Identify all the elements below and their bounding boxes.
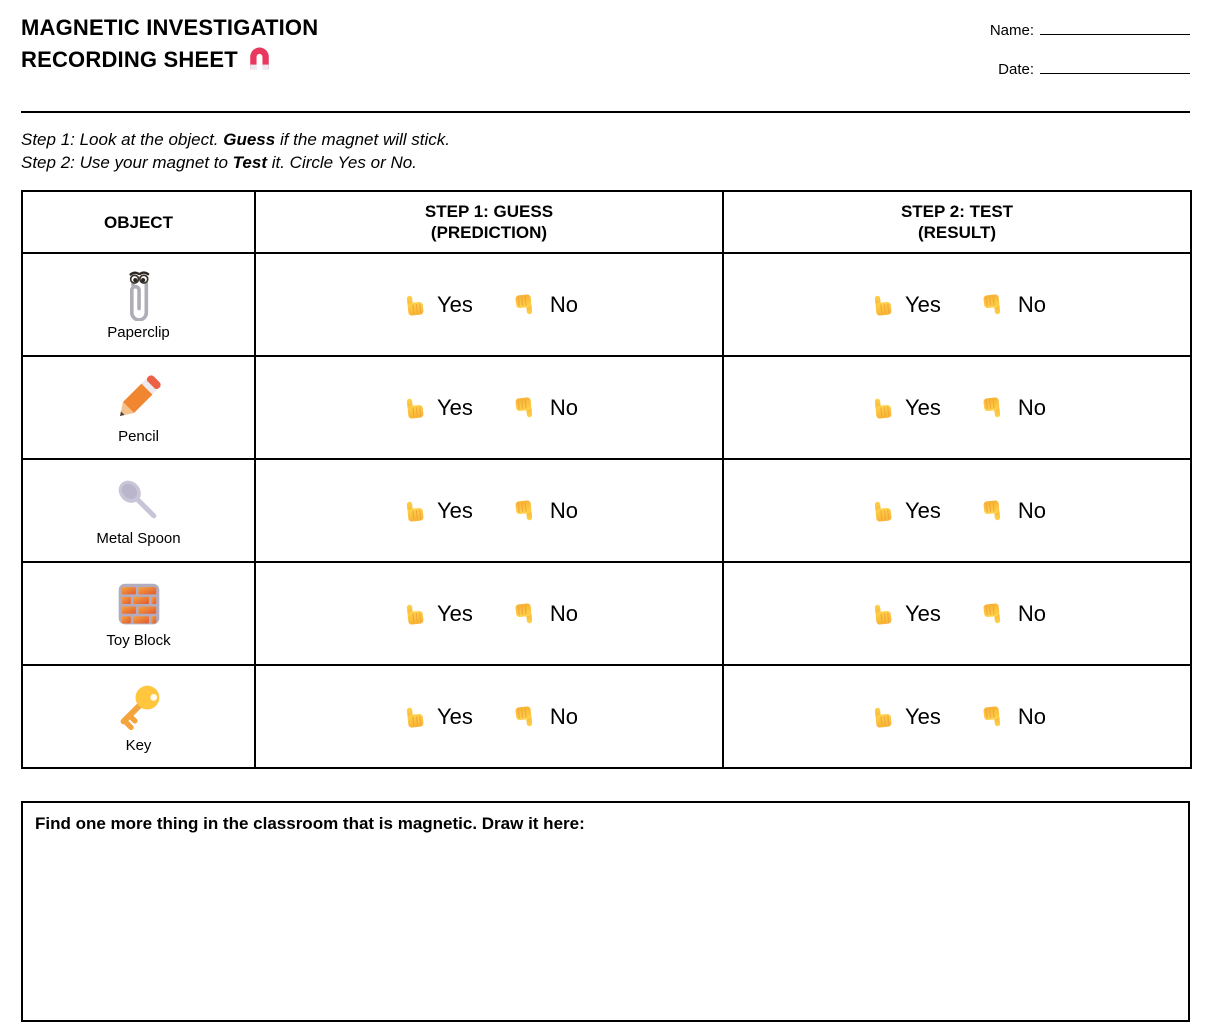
draw-box	[21, 801, 1190, 1022]
draw-box-prompt: Find one more thing in the classroom that is magnetic. Draw it here:	[35, 814, 585, 833]
table-header-row	[22, 191, 1191, 253]
object-label: Metal Spoon	[96, 530, 181, 547]
pencil-icon	[111, 370, 166, 425]
recording-table	[21, 190, 1192, 769]
title-line-2: RECORDING SHEET	[21, 44, 318, 81]
object-cell	[22, 459, 255, 562]
guess-yes-option[interactable]: Yes	[400, 498, 473, 524]
test-no-option[interactable]: No	[981, 601, 1046, 627]
date-field	[935, 60, 1190, 78]
object-cell	[22, 562, 255, 665]
test-cell	[723, 356, 1191, 459]
object-label: Toy Block	[106, 631, 171, 649]
thumbs-up-icon	[867, 496, 896, 525]
date-field-label: Date:	[998, 61, 1034, 78]
instruction-step-1: Step 1: Look at the object. Guess if the magnet will stick.	[21, 130, 451, 149]
object-label: Pencil	[118, 428, 159, 445]
guess-yes-option[interactable]: Yes	[400, 395, 473, 421]
thumbs-down-icon	[980, 496, 1009, 525]
guess-no-option[interactable]: No	[513, 498, 578, 524]
guess-cell	[255, 253, 723, 356]
date-input-line[interactable]	[1040, 60, 1190, 74]
guess-no-option[interactable]: No	[513, 292, 578, 318]
test-no-option[interactable]: No	[981, 395, 1046, 421]
thumbs-up-icon	[399, 702, 428, 731]
header-divider	[21, 111, 1190, 113]
guess-cell	[255, 665, 723, 768]
table-row-key	[22, 665, 1191, 768]
thumbs-up-icon	[399, 393, 428, 422]
spoon-icon	[112, 474, 165, 527]
thumbs-up-icon	[867, 599, 896, 628]
header	[21, 12, 1190, 99]
test-yes-option[interactable]: Yes	[868, 498, 941, 524]
object-label: Key	[125, 737, 152, 754]
thumbs-down-icon	[512, 290, 541, 319]
instructions	[21, 128, 1190, 174]
object-cell	[22, 253, 255, 356]
name-field-label: Name:	[989, 22, 1034, 39]
test-cell	[723, 562, 1191, 665]
name-field	[935, 21, 1190, 39]
test-no-option[interactable]: No	[981, 704, 1046, 730]
guess-no-option[interactable]: No	[513, 601, 578, 627]
guess-no-option[interactable]: No	[513, 704, 578, 730]
thumbs-down-icon	[512, 702, 541, 731]
test-cell	[723, 459, 1191, 562]
name-input-line[interactable]	[1040, 21, 1190, 35]
thumbs-down-icon	[980, 702, 1009, 731]
thumbs-up-icon	[399, 496, 428, 525]
object-cell	[22, 665, 255, 768]
page-title	[21, 12, 318, 81]
thumbs-down-icon	[980, 290, 1009, 319]
guess-cell	[255, 356, 723, 459]
column-header-test: STEP 2: TEST (RESULT)	[723, 191, 1191, 253]
paperclip-icon	[116, 268, 161, 321]
thumbs-down-icon	[980, 599, 1009, 628]
column-header-object: OBJECT	[22, 191, 255, 253]
thumbs-down-icon	[512, 496, 541, 525]
thumbs-up-icon	[867, 290, 896, 319]
object-label: Paperclip	[107, 324, 170, 341]
key-icon	[111, 679, 166, 734]
thumbs-up-icon	[399, 599, 428, 628]
guess-yes-option[interactable]: Yes	[400, 704, 473, 730]
test-no-option[interactable]: No	[981, 498, 1046, 524]
guess-yes-option[interactable]: Yes	[400, 601, 473, 627]
thumbs-up-icon	[867, 702, 896, 731]
table-row-pencil	[22, 356, 1191, 459]
table-row-toy-block	[22, 562, 1191, 665]
test-no-option[interactable]: No	[981, 292, 1046, 318]
thumbs-up-icon	[399, 290, 428, 319]
guess-no-option[interactable]: No	[513, 395, 578, 421]
thumbs-down-icon	[512, 599, 541, 628]
table-row-metal-spoon	[22, 459, 1191, 562]
test-yes-option[interactable]: Yes	[868, 292, 941, 318]
column-header-guess: STEP 1: GUESS (PREDICTION)	[255, 191, 723, 253]
draw-area[interactable]	[35, 834, 1176, 994]
test-yes-option[interactable]: Yes	[868, 704, 941, 730]
instruction-step-2: Step 2: Use your magnet to Test it. Circle Yes or No.	[21, 153, 417, 172]
guess-cell	[255, 562, 723, 665]
title-line-1: MAGNETIC INVESTIGATION	[21, 15, 319, 40]
test-cell	[723, 665, 1191, 768]
magnet-icon	[246, 45, 273, 81]
guess-yes-option[interactable]: Yes	[400, 292, 473, 318]
table-row-paperclip	[22, 253, 1191, 356]
name-date-block	[935, 21, 1190, 99]
object-cell	[22, 356, 255, 459]
thumbs-down-icon	[512, 393, 541, 422]
test-yes-option[interactable]: Yes	[868, 601, 941, 627]
thumbs-down-icon	[980, 393, 1009, 422]
test-cell	[723, 253, 1191, 356]
thumbs-up-icon	[867, 393, 896, 422]
brick-icon	[114, 579, 164, 629]
guess-cell	[255, 459, 723, 562]
test-yes-option[interactable]: Yes	[868, 395, 941, 421]
